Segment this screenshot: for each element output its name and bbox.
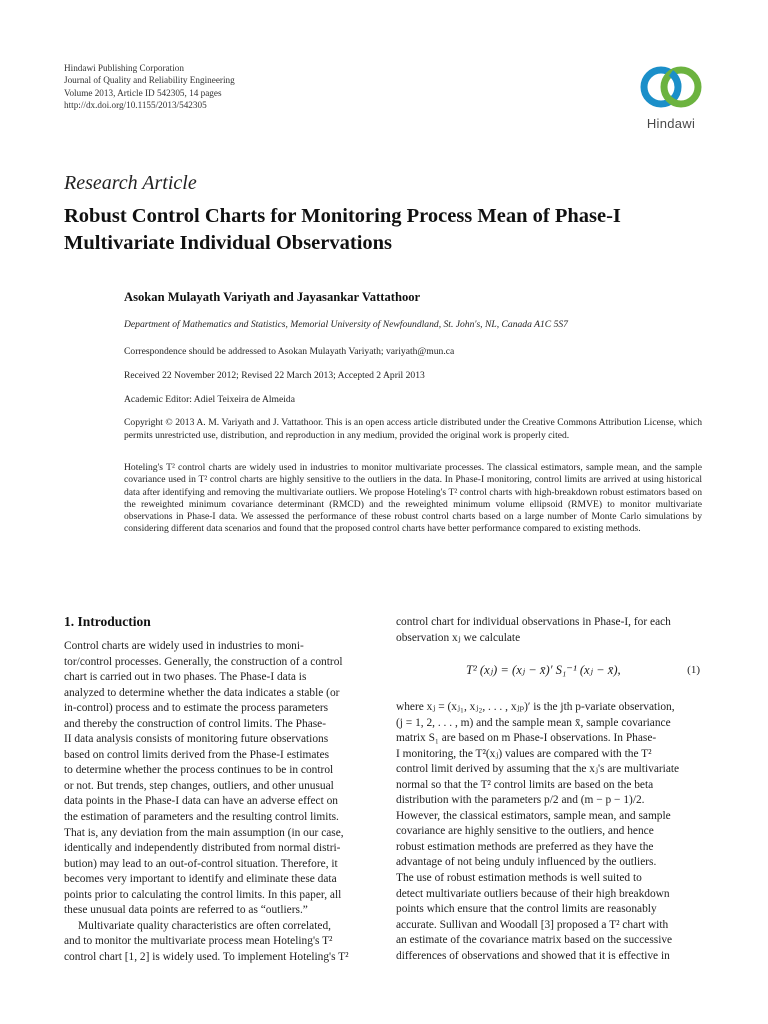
body-line: Control charts are widely used in industries to moni- [64,640,304,652]
article-type: Research Article [64,172,197,194]
body-line: observation xⱼ we calculate [396,631,521,644]
body-line: and thereby the construction of control limits. The Phase- [64,717,327,730]
publisher: Hindawi Publishing Corporation [64,63,184,73]
copyright-notice: Copyright © 2013 A. M. Variyath and J. Vattathoor. This is an open access article distributed under the Creative Commons Attribution License, which permits unrestricted use, distribution, and reproduction in any medium, provided the original work is properly cited. [124,417,702,441]
body-line: analyzed to determine whether the data indicates a stable (or [64,686,340,699]
body-line: to determine whether the process continues to be in control [64,764,334,777]
body-line: robust estimation methods are preferred as they have the [396,840,654,853]
affiliation: Department of Mathematics and Statistics, Memorial University of Newfoundland, St. John's, NL, Canada A1C 5S7 [124,319,568,330]
body-line: The use of robust estimation methods is well suited to [396,872,642,885]
body-line: points which ensure that the control limits are reasonably [396,903,657,916]
body-line: the estimation of parameters and the resulting control limits. [64,811,339,824]
body-line: distribution with the parameters p/2 and (m − p − 1)/2. [396,794,645,807]
body-line: tor/control processes. Generally, the construction of a control [64,655,343,668]
body-line: an estimate of the covariance matrix based on the successive [396,934,673,947]
body-line: bution) may lead to an out-of-control situation. Therefore, it [64,857,338,870]
right-column [396,700,704,964]
body-line: (j = 1, 2, . . . , m) and the sample mean x̄, sample covariance [396,716,671,729]
body-line: identically and independently distributed from normal distri- [64,842,341,855]
body-line: control chart [1, 2] is widely used. To implement Hoteling's T² [64,950,349,963]
journal-name: Journal of Quality and Reliability Engineering [64,75,235,86]
hindawi-rings-icon [630,58,712,116]
correspondence: Correspondence should be addressed to Asokan Mulayath Variyath; variyath@mun.ca [124,346,455,357]
equation-body: T² (xⱼ) = (xⱼ − x̄)′ S₁⁻¹ (xⱼ − x̄), [466,663,621,677]
left-column [64,639,372,965]
body-line: control chart for individual observations in Phase-I, for each [396,616,671,628]
body-line: or not. But trends, step changes, outliers, and other unusual [64,779,334,792]
body-line: normal so that the T² control limits are based on the beta [396,778,654,791]
body-line: detect multivariate outliers because of their high breakdown [396,887,670,900]
equation-number: (1) [687,664,700,676]
body-line: these unusual data points are referred to as “outliers.” [64,904,308,917]
body-line: accurate. Sullivan and Woodall [3] proposed a T² chart with [396,918,669,931]
body-line: points prior to calculating the control limits. In this paper, all [64,888,342,901]
body-line: chart is carried out in two phases. The Phase-I data is [64,671,307,684]
logo-text: Hindawi [646,116,696,131]
paper-title [64,203,714,257]
doi-link[interactable]: http://dx.doi.org/10.1155/2013/542305 [64,100,207,111]
title-line: Robust Control Charts for Monitoring Process Mean of Phase-I [64,205,621,227]
journal-info [64,62,235,112]
body-line: where xⱼ = (xⱼ₁, xⱼ₂, . . . , xⱼₚ)′ is the jth p-variate observation, [396,701,675,713]
body-line: differences of observations and showed that it is effective in [396,949,670,962]
section-heading: 1. Introduction [64,614,151,629]
body-line: II data analysis consists of monitoring future observations [64,733,329,746]
right-column-intro [396,615,704,646]
body-line: advantage of not being unduly influenced by the outliers. [396,856,657,869]
volume-info: Volume 2013, Article ID 542305, 14 pages [64,87,222,98]
body-line: control limit derived by assuming that the xⱼ's are multivariate [396,763,680,776]
article-dates: Received 22 November 2012; Revised 22 March 2013; Accepted 2 April 2013 [124,370,425,381]
equation-1 [396,662,704,686]
body-line: That is, any deviation from the main assumption (in our case, [64,826,344,839]
body-line: data points in the Phase-I data can have an adverse effect on [64,795,338,808]
body-line: Multivariate quality characteristics are often correlated, [78,919,332,932]
abstract: Hoteling's T² control charts are widely used in industries to monitor multivariate processes. The classical estimators, sample mean, and the sample covariance used in T² control charts are highly sensitive to the outliers in the data. In Phase-I monitoring, control limits are arrived at using historical data after identifying and removing the multivariate outliers. We propose Hoteling's T² control charts with high-breakdown robust estimators based on the reweighted minimum covariance determinant (RMCD) and the reweighted minimum volume ellipsoid (RMVE) to monitor multivariate observations in Phase-I data. We assessed the performance of these robust control charts based on a large number of Monte Carlo simulations by considering different data scenarios and found that the proposed control charts have better performance compared to existing methods. [124,462,702,535]
body-line: and to monitor the multivariate process mean Hoteling's T² [64,935,333,948]
academic-editor: Academic Editor: Adiel Teixeira de Almeida [124,394,295,405]
body-line: However, the classical estimators, sample mean, and sample [396,809,671,822]
body-line: based on control limits derived from the Phase-I estimates [64,748,330,761]
body-line: matrix S₁ are based on m Phase-I observations. In Phase- [396,732,657,745]
body-line: in-control) process and to estimate the process parameters [64,702,329,715]
body-line: becomes very important to identify and eliminate these data [64,873,337,886]
hindawi-logo [630,58,712,138]
body-line: I monitoring, the T²(xⱼ) values are compared with the T² [396,747,652,760]
authors: Asokan Mulayath Variyath and Jayasankar Vattathoor [124,290,421,304]
body-line: covariance are highly sensitive to the outliers, and hence [396,825,654,838]
title-line: Multivariate Individual Observations [64,232,393,254]
